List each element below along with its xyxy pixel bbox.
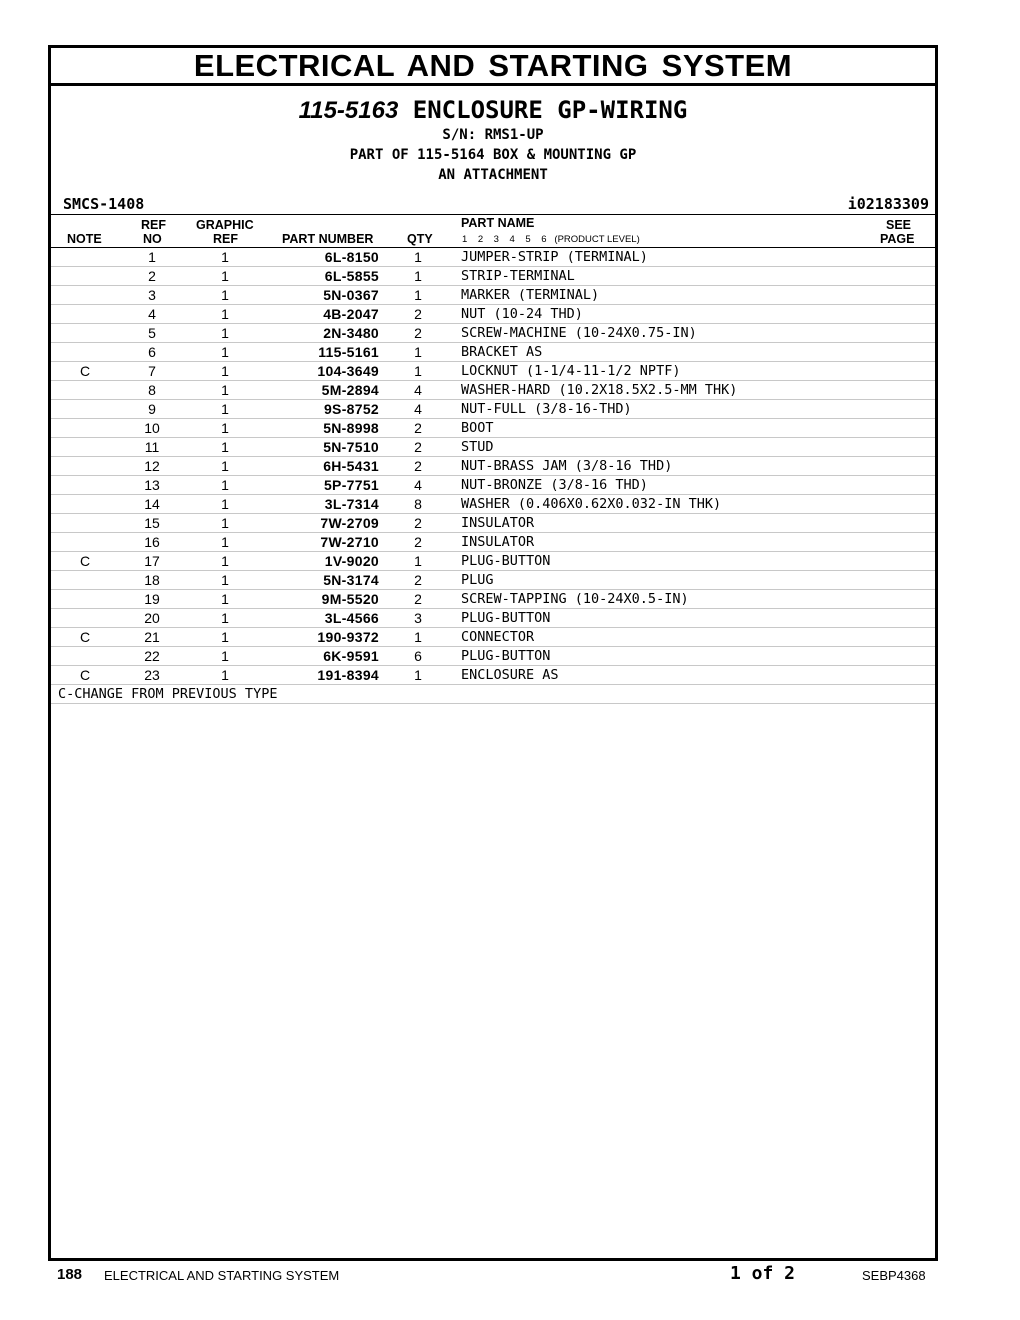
part-number-cell: 6L-8150	[324, 249, 379, 265]
smcs-code: SMCS-1408	[63, 195, 145, 213]
part-number-cell: 3L-4566	[324, 610, 379, 626]
ref-no-cell: 22	[144, 648, 160, 664]
qty-cell: 1	[414, 363, 422, 379]
graphic-ref-cell: 1	[221, 249, 229, 265]
ref-no-cell: 23	[144, 667, 160, 683]
ref-no-cell: 8	[148, 382, 156, 398]
ref-no-cell: 7	[148, 363, 156, 379]
footnote-row	[51, 685, 935, 704]
serial-number: S/N: RMS1-UP	[442, 127, 544, 143]
ref-no-cell: 5	[148, 325, 156, 341]
system-title-text: ELECTRICAL AND STARTING SYSTEM	[193, 47, 793, 83]
part-name-cell: STUD	[461, 439, 494, 455]
graphic-ref-cell: 1	[221, 496, 229, 512]
part-name-cell: INSULATOR	[461, 515, 535, 531]
graphic-ref-cell: 1	[221, 325, 229, 341]
graphic-ref-cell: 1	[221, 629, 229, 645]
table-row	[51, 362, 935, 381]
parts-list	[51, 248, 935, 685]
part-name-cell: WASHER-HARD (10.2X18.5X2.5-MM THK)	[461, 382, 738, 398]
part-number-cell: 6K-9591	[323, 648, 379, 664]
qty-cell: 2	[414, 572, 422, 588]
ref-no-cell: 4	[148, 306, 156, 322]
graphic-ref-cell: 1	[221, 572, 229, 588]
ref-no-cell: 20	[144, 610, 160, 626]
ref-no-cell: 13	[144, 477, 160, 493]
part-number-cell: 9M-5520	[321, 591, 379, 607]
graphic-ref-cell: 1	[221, 458, 229, 474]
footer-document: SEBP4368	[862, 1268, 926, 1283]
col-see-bottom: PAGE	[880, 232, 915, 246]
graphic-ref-cell: 1	[221, 648, 229, 664]
part-number-cell: 7W-2709	[320, 515, 379, 531]
table-row	[51, 419, 935, 438]
ref-no-cell: 3	[148, 287, 156, 303]
ref-no-cell: 17	[144, 553, 160, 569]
qty-cell: 1	[414, 553, 422, 569]
table-row	[51, 647, 935, 666]
qty-cell: 2	[414, 306, 422, 322]
part-number-cell: 6L-5855	[324, 268, 379, 284]
part-number-cell: 115-5161	[318, 344, 379, 360]
qty-cell: 6	[414, 648, 422, 664]
ref-no-cell: 6	[148, 344, 156, 360]
part-name-cell: PLUG-BUTTON	[461, 610, 551, 626]
attachment-line: AN ATTACHMENT	[438, 167, 548, 183]
graphic-ref-cell: 1	[221, 534, 229, 550]
ref-no-cell: 19	[144, 591, 160, 607]
part-number-cell: 4B-2047	[323, 306, 379, 322]
qty-cell: 1	[414, 667, 422, 683]
part-name-cell: SCREW-MACHINE (10-24X0.75-IN)	[461, 325, 697, 341]
part-number-cell: 5N-8998	[323, 420, 379, 436]
part-number-cell: 5N-7510	[323, 439, 379, 455]
graphic-ref-cell: 1	[221, 287, 229, 303]
col-see-top: SEE	[886, 218, 912, 232]
group-number: 115-5163	[298, 97, 399, 124]
ref-no-cell: 2	[148, 268, 156, 284]
qty-cell: 4	[414, 401, 422, 417]
qty-cell: 2	[414, 534, 422, 550]
table-row	[51, 248, 935, 267]
graphic-ref-cell: 1	[221, 610, 229, 626]
identifier-line	[51, 192, 935, 214]
footer-section: ELECTRICAL AND STARTING SYSTEM	[104, 1268, 340, 1283]
part-of-line: PART OF 115-5164 BOX & MOUNTING GP	[349, 147, 637, 163]
part-name-cell: INSULATOR	[461, 534, 535, 550]
ref-no-cell: 21	[144, 629, 160, 645]
graphic-ref-cell: 1	[221, 477, 229, 493]
page-footer	[0, 1263, 1020, 1287]
table-row	[51, 628, 935, 647]
footnote-text: C-CHANGE FROM PREVIOUS TYPE	[58, 686, 278, 702]
col-product-level: 1 2 3 4 5 6 (PRODUCT LEVEL)	[462, 234, 640, 245]
qty-cell: 1	[414, 268, 422, 284]
group-title	[51, 95, 935, 125]
graphic-ref-cell: 1	[221, 515, 229, 531]
col-ref-bottom: NO	[143, 232, 162, 246]
table-row	[51, 533, 935, 552]
part-number-cell: 190-9372	[317, 629, 379, 645]
note-cell: C	[79, 629, 91, 645]
ref-no-cell: 1	[148, 249, 156, 265]
part-name-cell: LOCKNUT (1-1/4-11-1/2 NPTF)	[461, 363, 681, 379]
part-name-cell: PLUG-BUTTON	[461, 553, 551, 569]
part-name-cell: CONNECTOR	[461, 629, 535, 645]
part-number-cell: 5N-0367	[323, 287, 379, 303]
part-number-cell: 191-8394	[317, 667, 379, 683]
footer-page-number: 188	[57, 1266, 83, 1283]
table-row	[51, 324, 935, 343]
ref-no-cell: 18	[144, 572, 160, 588]
part-name-cell: NUT-BRASS JAM (3/8-16 THD)	[461, 458, 673, 474]
part-number-cell: 5P-7751	[323, 477, 379, 493]
table-row	[51, 514, 935, 533]
qty-cell: 1	[414, 344, 422, 360]
qty-cell: 1	[414, 287, 422, 303]
col-note: NOTE	[67, 232, 102, 246]
qty-cell: 2	[414, 439, 422, 455]
table-row	[51, 343, 935, 362]
graphic-ref-cell: 1	[221, 382, 229, 398]
part-name-cell: SCREW-TAPPING (10-24X0.5-IN)	[461, 591, 689, 607]
part-name-cell: NUT-BRONZE (3/8-16 THD)	[461, 477, 648, 493]
qty-cell: 1	[414, 249, 422, 265]
part-number-cell: 5M-2894	[321, 382, 379, 398]
parts-page-frame	[48, 45, 938, 1261]
qty-cell: 2	[414, 325, 422, 341]
graphic-ref-cell: 1	[221, 401, 229, 417]
table-row	[51, 495, 935, 514]
ref-no-cell: 15	[144, 515, 160, 531]
qty-cell: 2	[414, 458, 422, 474]
table-row	[51, 590, 935, 609]
part-name-cell: WASHER (0.406X0.62X0.032-IN THK)	[461, 496, 722, 512]
part-name-cell: JUMPER-STRIP (TERMINAL)	[461, 249, 648, 265]
col-graphic-top: GRAPHIC	[196, 218, 254, 232]
qty-cell: 3	[414, 610, 422, 626]
note-cell: C	[79, 553, 91, 569]
col-qty: QTY	[407, 232, 433, 246]
part-name-cell: MARKER (TERMINAL)	[461, 287, 600, 303]
table-row	[51, 571, 935, 590]
note-cell: C	[79, 363, 91, 379]
table-row	[51, 476, 935, 495]
part-name-cell: ENCLOSURE AS	[461, 667, 559, 683]
part-number-cell: 1V-9020	[324, 553, 379, 569]
table-row	[51, 666, 935, 685]
table-row	[51, 400, 935, 419]
part-name-cell: PLUG-BUTTON	[461, 648, 551, 664]
part-number-cell: 7W-2710	[320, 534, 379, 550]
part-number-cell: 5N-3174	[323, 572, 379, 588]
graphic-ref-cell: 1	[221, 306, 229, 322]
graphic-ref-cell: 1	[221, 363, 229, 379]
part-name-cell: STRIP-TERMINAL	[461, 268, 575, 284]
qty-cell: 1	[414, 629, 422, 645]
part-name-cell: BRACKET AS	[461, 344, 543, 360]
ref-no-cell: 9	[148, 401, 156, 417]
part-number-cell: 2N-3480	[323, 325, 379, 341]
qty-cell: 4	[414, 477, 422, 493]
ref-no-cell: 14	[144, 496, 160, 512]
ref-no-cell: 16	[144, 534, 160, 550]
graphic-ref-cell: 1	[221, 344, 229, 360]
table-row	[51, 552, 935, 571]
part-name-cell: BOOT	[461, 420, 494, 436]
footer-sheet: 1 of 2	[730, 1263, 796, 1284]
system-title	[51, 48, 935, 86]
group-name: ENCLOSURE GP-WIRING	[412, 96, 688, 124]
part-name-cell: PLUG	[461, 572, 494, 588]
table-row	[51, 609, 935, 628]
part-number-cell: 9S-8752	[323, 401, 379, 417]
qty-cell: 2	[414, 515, 422, 531]
qty-cell: 8	[414, 496, 422, 512]
illustration-id: i02183309	[847, 195, 929, 213]
table-row	[51, 286, 935, 305]
graphic-ref-cell: 1	[221, 439, 229, 455]
ref-no-cell: 12	[144, 458, 160, 474]
graphic-ref-cell: 1	[221, 553, 229, 569]
qty-cell: 2	[414, 591, 422, 607]
col-part-number: PART NUMBER	[282, 232, 374, 246]
col-graphic-bottom: REF	[213, 232, 238, 246]
table-row	[51, 457, 935, 476]
col-part-name: PART NAME	[461, 216, 535, 230]
graphic-ref-cell: 1	[221, 667, 229, 683]
table-row	[51, 305, 935, 324]
table-row	[51, 381, 935, 400]
part-name-cell: NUT (10-24 THD)	[461, 306, 583, 322]
ref-no-cell: 10	[144, 420, 160, 436]
part-number-cell: 6H-5431	[323, 458, 379, 474]
table-row	[51, 438, 935, 457]
note-cell: C	[79, 667, 91, 683]
qty-cell: 2	[414, 420, 422, 436]
part-number-cell: 3L-7314	[324, 496, 379, 512]
table-row	[51, 267, 935, 286]
graphic-ref-cell: 1	[221, 591, 229, 607]
qty-cell: 4	[414, 382, 422, 398]
column-headers	[51, 215, 935, 248]
part-name-cell: NUT-FULL (3/8-16-THD)	[461, 401, 632, 417]
ref-no-cell: 11	[144, 439, 160, 455]
graphic-ref-cell: 1	[221, 268, 229, 284]
graphic-ref-cell: 1	[221, 420, 229, 436]
part-number-cell: 104-3649	[317, 363, 379, 379]
col-ref-top: REF	[141, 218, 166, 232]
